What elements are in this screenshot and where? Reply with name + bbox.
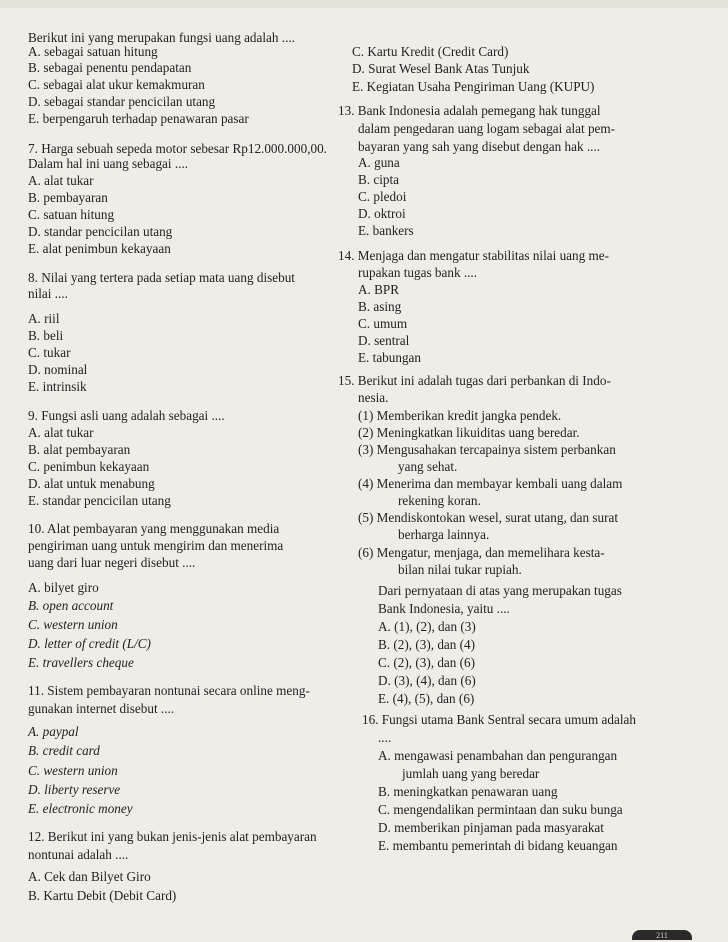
- left-text-line: E. alat penimbun kekayaan: [28, 241, 171, 256]
- left-text-line: C. western union: [28, 617, 118, 632]
- right-text-line: B. cipta: [358, 172, 400, 187]
- right-text-line: D. memberikan pinjaman pada masyarakat: [378, 820, 604, 835]
- right-text-line: E. (4), (5), dan (6): [378, 691, 475, 706]
- left-text-line: B. sebagai penentu pendapatan: [28, 60, 192, 75]
- right-text-line: B. meningkatkan penawaran uang: [378, 784, 558, 799]
- left-text-line: A. paypal: [28, 724, 79, 739]
- right-text-line: bilan nilai tukar rupiah.: [398, 562, 522, 577]
- page-number: 211: [632, 930, 692, 940]
- left-text-line: E. intrinsik: [28, 379, 87, 394]
- right-text-line: A. (1), (2), dan (3): [378, 619, 476, 634]
- left-text-line: Dalam hal ini uang sebagai ....: [28, 156, 189, 171]
- right-text-line: E. bankers: [358, 223, 414, 238]
- right-text-line: (6) Mengatur, menjaga, dan memelihara kesta-: [358, 545, 605, 560]
- right-text-line: (3) Mengusahakan tercapainya sistem perbankan: [358, 442, 616, 457]
- left-text-line: nilai ....: [28, 286, 68, 301]
- right-text-line: A. BPR: [358, 282, 400, 297]
- left-text-line: D. letter of credit (L/C): [28, 636, 151, 651]
- right-text-line: 16. Fungsi utama Bank Sentral secara umum adalah: [362, 712, 636, 727]
- left-text-line: B. alat pembayaran: [28, 442, 131, 457]
- right-text-line: C. pledoi: [358, 189, 407, 204]
- right-text-line: 15. Berikut ini adalah tugas dari perbankan di Indo-: [338, 373, 611, 388]
- left-text-line: pengiriman uang untuk mengirim dan menerima: [28, 538, 284, 553]
- left-text-line: D. standar pencicilan utang: [28, 224, 173, 239]
- left-text-line: D. sebagai standar pencicilan utang: [28, 94, 216, 109]
- page-top-edge: [0, 0, 728, 8]
- left-text-line: B. Kartu Debit (Debit Card): [28, 888, 177, 903]
- right-text-line: C. Kartu Kredit (Credit Card): [352, 44, 509, 59]
- right-text-line: (1) Memberikan kredit jangka pendek.: [358, 408, 562, 423]
- right-text-line: rupakan tugas bank ....: [358, 265, 478, 280]
- left-text-line: C. western union: [28, 763, 118, 778]
- left-text-line: E. standar pencicilan utang: [28, 493, 171, 508]
- right-text-line: D. (3), (4), dan (6): [378, 673, 476, 688]
- right-text-line: D. Surat Wesel Bank Atas Tunjuk: [352, 61, 530, 76]
- left-text-line: C. penimbun kekayaan: [28, 459, 150, 474]
- left-text-line: A. sebagai satuan hitung: [28, 44, 158, 59]
- left-text-line: 9. Fungsi asli uang adalah sebagai ....: [28, 408, 225, 423]
- left-text-line: 10. Alat pembayaran yang menggunakan media: [28, 521, 280, 536]
- right-text-line: (2) Meningkatkan likuiditas uang beredar.: [358, 425, 580, 440]
- right-text-line: D. sentral: [358, 333, 410, 348]
- left-text-line: A. riil: [28, 311, 60, 326]
- right-text-line: yang sehat.: [398, 459, 458, 474]
- right-text-line: nesia.: [358, 390, 389, 405]
- left-text-line: 11. Sistem pembayaran nontunai secara online meng-: [28, 683, 310, 698]
- right-text-line: Bank Indonesia, yaitu ....: [378, 601, 510, 616]
- left-text-line: E. electronic money: [28, 801, 133, 816]
- left-text-line: B. open account: [28, 598, 114, 613]
- right-text-line: ....: [378, 730, 392, 745]
- right-text-line: bayaran yang sah yang disebut dengan hak ....: [358, 139, 601, 154]
- right-text-line: dalam pengedaran uang logam sebagai alat pem-: [358, 121, 616, 136]
- right-text-line: berharga lainnya.: [398, 527, 490, 542]
- right-text-line: A. guna: [358, 155, 400, 170]
- left-text-line: A. alat tukar: [28, 173, 94, 188]
- left-text-line: D. alat untuk menabung: [28, 476, 155, 491]
- right-text-line: (5) Mendiskontokan wesel, surat utang, dan surat: [358, 510, 619, 525]
- left-text-line: D. liberty reserve: [28, 782, 121, 797]
- left-text-line: gunakan internet disebut ....: [28, 701, 175, 716]
- right-text-line: C. (2), (3), dan (6): [378, 655, 476, 670]
- right-text-line: A. mengawasi penambahan dan pengurangan: [378, 748, 618, 763]
- right-text-line: D. oktroi: [358, 206, 406, 221]
- right-text-line: B. (2), (3), dan (4): [378, 637, 476, 652]
- left-text-line: C. sebagai alat ukur kemakmuran: [28, 77, 205, 92]
- left-text-line: D. nominal: [28, 362, 88, 377]
- right-text-line: C. umum: [358, 316, 408, 331]
- right-text-line: Dari pernyataan di atas yang merupakan tugas: [378, 583, 622, 598]
- left-text-line: E. travellers cheque: [28, 655, 134, 670]
- left-text-line: 12. Berikut ini yang bukan jenis-jenis alat pembayaran: [28, 829, 317, 844]
- left-text-line: B. credit card: [28, 743, 100, 758]
- left-text-line: E. berpengaruh terhadap penawaran pasar: [28, 111, 249, 126]
- right-text-line: B. asing: [358, 299, 402, 314]
- right-text-line: E. tabungan: [358, 350, 421, 365]
- left-text-line: A. bilyet giro: [28, 580, 99, 595]
- left-text-line: B. pembayaran: [28, 190, 108, 205]
- left-text-line: 8. Nilai yang tertera pada setiap mata uang disebut: [28, 270, 295, 285]
- right-text-line: E. Kegiatan Usaha Pengiriman Uang (KUPU): [352, 79, 595, 94]
- left-text-line: A. alat tukar: [28, 425, 94, 440]
- left-text-line: nontunai adalah ....: [28, 847, 129, 862]
- right-text-line: E. membantu pemerintah di bidang keuangan: [378, 838, 618, 853]
- right-text-line: rekening koran.: [398, 493, 481, 508]
- left-text-line: C. tukar: [28, 345, 71, 360]
- left-text-line: Berikut ini yang merupakan fungsi uang adalah ....: [28, 30, 295, 45]
- right-text-line: 13. Bank Indonesia adalah pemegang hak tunggal: [338, 103, 601, 118]
- right-text-line: C. mengendalikan permintaan dan suku bunga: [378, 802, 623, 817]
- left-text-line: 7. Harga sebuah sepeda motor sebesar Rp12.000.000,00.: [28, 141, 327, 156]
- right-text-line: 14. Menjaga dan mengatur stabilitas nilai uang me-: [338, 248, 610, 263]
- left-text-line: uang dari luar negeri disebut ....: [28, 555, 196, 570]
- left-text-line: B. beli: [28, 328, 64, 343]
- left-text-line: A. Cek dan Bilyet Giro: [28, 869, 151, 884]
- left-text-line: C. satuan hitung: [28, 207, 115, 222]
- right-text-line: jumlah uang yang beredar: [402, 766, 540, 781]
- right-text-line: (4) Menerima dan membayar kembali uang dalam: [358, 476, 623, 491]
